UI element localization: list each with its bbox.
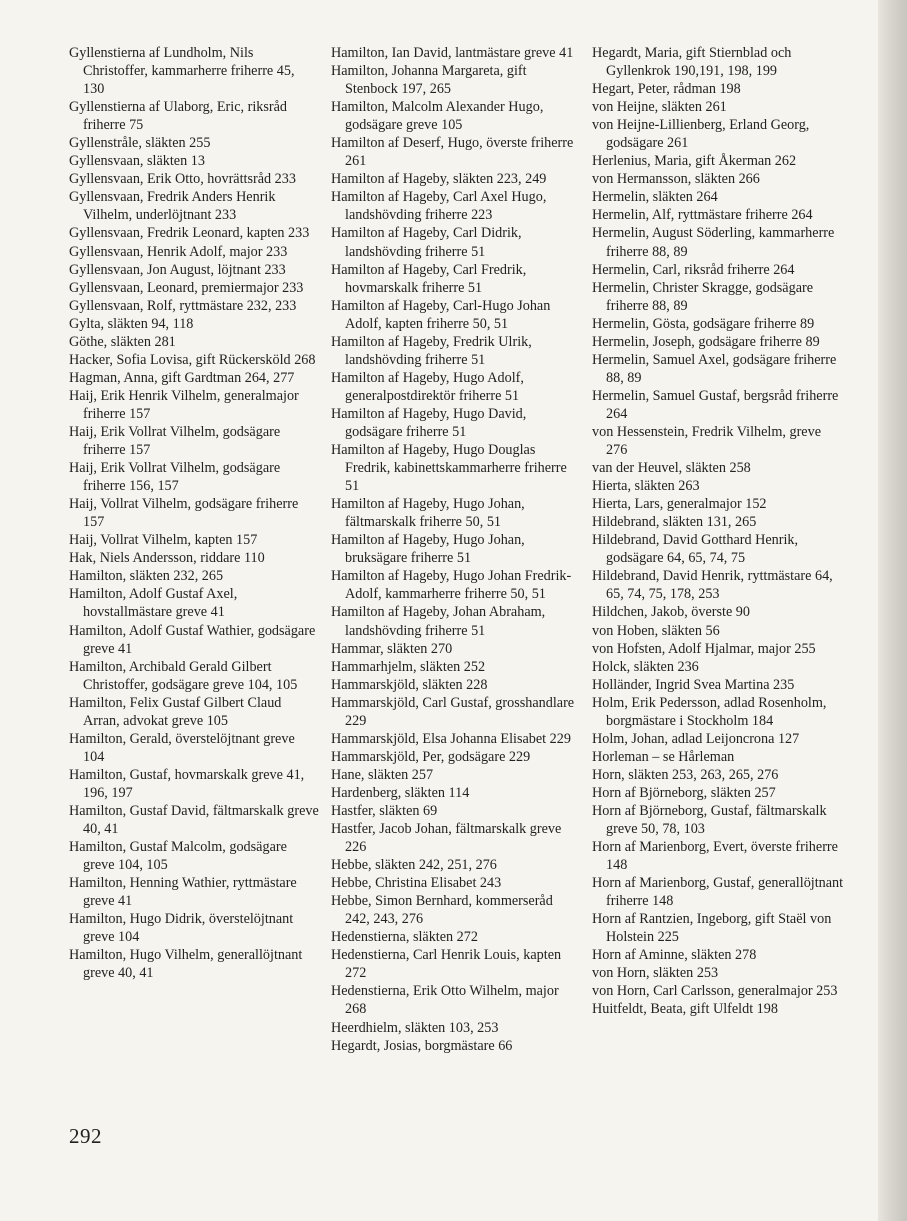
index-entry: Gyllensvaan, Leonard, premiermajor 233 [69, 279, 304, 296]
index-entry: Hermelin, August Söderling, kammarherre friherre 88, 89 [592, 225, 835, 260]
index-entry: Hamilton, Hugo Vilhelm, generallöjtnant greve 40, 41 [69, 947, 303, 982]
index-entry: Gyllensvaan, Henrik Adolf, major 233 [69, 243, 288, 260]
index-entry: Hamilton, Adolf Gustaf Axel, hovstallmästare greve 41 [69, 586, 238, 621]
index-entry: Haij, Erik Vollrat Vilhelm, godsägare friherre 156, 157 [69, 460, 281, 495]
index-entry: Hak, Niels Andersson, riddare 110 [69, 550, 265, 567]
index-entry: Hamilton af Hageby, Carl Fredrik, hovmarskalk friherre 51 [331, 261, 527, 296]
index-entry: Hane, släkten 257 [331, 766, 434, 783]
index-entry: Hacker, Sofia Lovisa, gift Rückersköld 268 [69, 351, 316, 368]
index-entry: Horn af Björneborg, Gustaf, fältmarskalk greve 50, 78, 103 [592, 802, 827, 838]
index-entry: Hamilton, Gerald, överstelöjtnant greve 104 [69, 730, 295, 765]
index-entry: Haij, Erik Henrik Vilhelm, generalmajor friherre 157 [69, 387, 299, 422]
index-entry: Hamilton, släkten 232, 265 [69, 568, 224, 585]
index-entry: Horn af Aminne, släkten 278 [592, 947, 757, 964]
index-entry: Hammarhjelm, släkten 252 [331, 658, 486, 675]
index-entry: Hegart, Peter, rådman 198 [592, 81, 741, 98]
index-entry: Hebbe, släkten 242, 251, 276 [331, 857, 497, 874]
index-entry: Hermelin, Joseph, godsägare friherre 89 [592, 333, 820, 350]
index-entry: Hermelin, Samuel Gustaf, bergsråd friherre 264 [592, 387, 839, 422]
index-entry: Hamilton, Gustaf Malcolm, godsägare greve 104, 105 [69, 839, 287, 874]
index-entry: Gylta, släkten 94, 118 [69, 315, 194, 332]
index-entry: Hamilton af Hageby, Johan Abraham, landshövding friherre 51 [331, 604, 546, 639]
index-column-3 [592, 44, 844, 1019]
index-entry: Hedenstierna, Carl Henrik Louis, kapten 272 [331, 947, 562, 982]
index-entry: Hermelin, Carl, riksråd friherre 264 [592, 261, 795, 278]
index-entry: Hamilton af Hageby, Carl-Hugo Johan Adolf, kapten friherre 50, 51 [331, 297, 551, 332]
index-entry: Hammarskjöld, släkten 228 [331, 676, 488, 693]
index-entry: Hedenstierna, Erik Otto Wilhelm, major 268 [331, 983, 559, 1018]
index-entry: Gyllensvaan, Rolf, ryttmästare 232, 233 [69, 297, 297, 314]
index-entry: Gyllensvaan, Fredrik Leonard, kapten 233 [69, 225, 310, 242]
index-entry: Hardenberg, släkten 114 [331, 784, 470, 801]
index-entry: Hamilton af Hageby, Fredrik Ulrik, landshövding friherre 51 [331, 333, 532, 368]
index-entry: Hamilton, Johanna Margareta, gift Stenbock 197, 265 [331, 63, 527, 98]
index-entry: Holm, Erik Pedersson, adlad Rosenholm, borgmästare i Stockholm 184 [592, 694, 827, 729]
index-entry: von Hermansson, släkten 266 [592, 171, 760, 188]
index-entry: Hermelin, Christer Skragge, godsägare friherre 88, 89 [592, 279, 814, 314]
index-entry: Hamilton, Adolf Gustaf Wathier, godsägare greve 41 [69, 622, 316, 657]
index-entry: von Horn, släkten 253 [592, 965, 719, 982]
index-entry: Haij, Vollrat Vilhelm, kapten 157 [69, 532, 258, 549]
index-entry: Hedenstierna, släkten 272 [331, 929, 478, 946]
index-entry: Hammar, släkten 270 [331, 640, 453, 657]
index-entry: Gyllensvaan, Fredrik Anders Henrik Vilhelm, underlöjtnant 233 [69, 189, 276, 224]
book-page-edge [878, 0, 907, 1221]
index-entry: Hastfer, Jacob Johan, fältmarskalk greve 226 [331, 821, 562, 856]
index-entry: Hamilton, Gustaf David, fältmarskalk greve 40, 41 [69, 802, 319, 838]
index-entry: Gyllenstierna af Lundholm, Nils Christoffer, kammarherre friherre 45, 130 [69, 45, 295, 98]
index-entry: Göthe, släkten 281 [69, 333, 176, 350]
index-entry: Hebbe, Christina Elisabet 243 [331, 875, 502, 892]
index-entry: von Horn, Carl Carlsson, generalmajor 253 [592, 983, 838, 1000]
index-entry: Gyllenstierna af Ulaborg, Eric, riksråd friherre 75 [69, 99, 287, 134]
index-entry: Gyllensvaan, släkten 13 [69, 153, 205, 170]
index-entry: Hamilton, Henning Wathier, ryttmästare greve 41 [69, 875, 297, 910]
index-entry: Gyllensvaan, Jon August, löjtnant 233 [69, 261, 286, 278]
index-entry: Hamilton, Archibald Gerald Gilbert Christoffer, godsägare greve 104, 105 [69, 658, 298, 693]
index-entry: von Hessenstein, Fredrik Vilhelm, greve 276 [592, 423, 821, 459]
index-entry: Holm, Johan, adlad Leijoncrona 127 [592, 730, 800, 747]
index-entry: Horn af Marienborg, Gustaf, generallöjtnant friherre 148 [592, 875, 844, 910]
index-entry: Hamilton, Gustaf, hovmarskalk greve 41, 196, 197 [69, 766, 305, 801]
index-entry: Horleman – se Hårleman [592, 748, 735, 765]
index-entry: von Heijne, släkten 261 [592, 99, 727, 116]
index-entry: Hierta, Lars, generalmajor 152 [592, 496, 767, 513]
index-entry: Hildebrand, släkten 131, 265 [592, 514, 757, 531]
index-entry: Hammarskjöld, Per, godsägare 229 [331, 748, 531, 765]
index-entry: Hamilton, Felix Gustaf Gilbert Claud Arran, advokat greve 105 [69, 694, 282, 729]
index-entry: Hierta, släkten 263 [592, 478, 700, 495]
index-entry: Hamilton, Ian David, lantmästare greve 41 [331, 45, 574, 61]
index-entry: von Heijne-Lillienberg, Erland Georg, godsägare 261 [592, 117, 810, 152]
index-entry: Horn af Björneborg, släkten 257 [592, 784, 776, 801]
index-entry: Hildebrand, David Gotthard Henrik, godsägare 64, 65, 74, 75 [592, 532, 799, 567]
index-entry: Hegardt, Maria, gift Stiernblad och Gyllenkrok 190,191, 198, 199 [592, 45, 792, 80]
index-entry: Hegardt, Josias, borgmästare 66 [331, 1037, 513, 1054]
index-entry: Hamilton af Hageby, Hugo Johan Fredrik-Adolf, kammarherre friherre 50, 51 [331, 568, 572, 603]
index-entry: Herlenius, Maria, gift Åkerman 262 [592, 153, 797, 170]
index-entry: Hagman, Anna, gift Gardtman 264, 277 [69, 369, 295, 386]
index-entry: Hermelin, Gösta, godsägare friherre 89 [592, 315, 815, 332]
index-entry: Hamilton af Hageby, Carl Axel Hugo, landshövding friherre 223 [331, 189, 547, 224]
index-entry: Hildchen, Jakob, överste 90 [592, 604, 750, 621]
index-entry: Holck, släkten 236 [592, 658, 699, 675]
index-entry: Gyllenstråle, släkten 255 [69, 135, 211, 152]
index-entry: Hamilton af Deserf, Hugo, överste friherre 261 [331, 135, 574, 170]
index-entry: van der Heuvel, släkten 258 [592, 460, 751, 477]
index-entry: Hamilton af Hageby, Hugo Johan, bruksägare friherre 51 [331, 532, 525, 567]
index-entry: Hammarskjöld, Elsa Johanna Elisabet 229 [331, 730, 571, 747]
index-column-2 [331, 44, 581, 1055]
index-entry: Hermelin, Samuel Axel, godsägare friherre 88, 89 [592, 351, 837, 386]
index-entry: Hamilton af Hageby, Hugo David, godsägare friherre 51 [331, 405, 527, 440]
index-entry: Hastfer, släkten 69 [331, 802, 438, 819]
index-entry: von Hofsten, Adolf Hjalmar, major 255 [592, 640, 816, 657]
index-entry: Hamilton af Hageby, Hugo Adolf, generalpostdirektör friherre 51 [331, 369, 524, 404]
index-entry: Hebbe, Simon Bernhard, kommerseråd 242, 243, 276 [331, 893, 553, 928]
index-entry: Haij, Erik Vollrat Vilhelm, godsägare friherre 157 [69, 423, 281, 459]
index-entry: Hildebrand, David Henrik, ryttmästare 64, 65, 74, 75, 178, 253 [592, 568, 833, 603]
index-entry: Gyllensvaan, Erik Otto, hovrättsråd 233 [69, 171, 296, 188]
index-entry: von Hoben, släkten 56 [592, 622, 720, 639]
index-entry: Hamilton af Hageby, släkten 223, 249 [331, 171, 547, 188]
index-entry: Horn af Rantzien, Ingeborg, gift Staël von Holstein 225 [592, 911, 832, 946]
index-entry: Horn, släkten 253, 263, 265, 276 [592, 766, 779, 783]
index-entry: Hamilton, Hugo Didrik, överstelöjtnant greve 104 [69, 911, 294, 946]
index-entry: Hermelin, släkten 264 [592, 189, 718, 206]
index-entry: Heerdhielm, släkten 103, 253 [331, 1019, 499, 1036]
index-entry: Hammarskjöld, Carl Gustaf, grosshandlare 229 [331, 694, 575, 729]
index-entry: Haij, Vollrat Vilhelm, godsägare friherre 157 [69, 496, 299, 531]
index-column-1 [69, 44, 319, 982]
page-number: 292 [69, 1124, 102, 1148]
index-entry: Hamilton, Malcolm Alexander Hugo, godsägare greve 105 [331, 99, 544, 134]
index-entry: Hamilton af Hageby, Hugo Douglas Fredrik, kabinettskammarherre friherre 51 [331, 442, 567, 495]
index-entry: Horn af Marienborg, Evert, överste friherre 148 [592, 839, 838, 874]
index-entry: Hamilton af Hageby, Hugo Johan, fältmarskalk friherre 50, 51 [331, 496, 525, 531]
index-entry: Huitfeldt, Beata, gift Ulfeldt 198 [592, 1001, 778, 1018]
index-entry: Hamilton af Hageby, Carl Didrik, landshövding friherre 51 [331, 225, 522, 260]
index-entry: Holländer, Ingrid Svea Martina 235 [592, 676, 795, 693]
index-entry: Hermelin, Alf, ryttmästare friherre 264 [592, 207, 813, 224]
